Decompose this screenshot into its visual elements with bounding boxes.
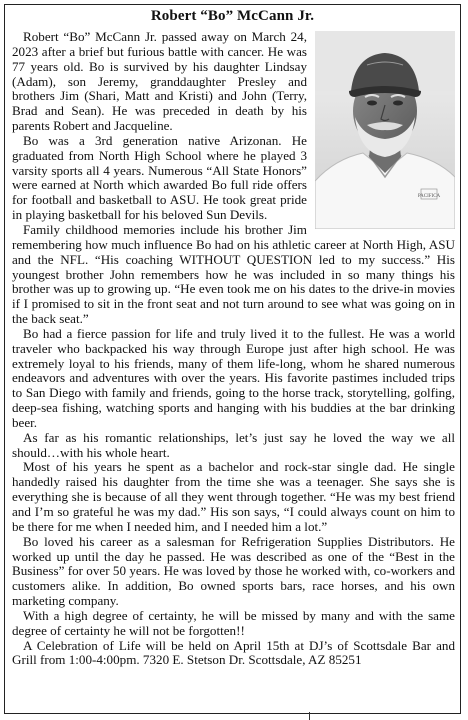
paragraph-career: Bo loved his career as a salesman for Refrigeration Supplies Distributors. He worked up until the day he passed. He was described as one of the “Best in the Business” for over 50 years. He was loved by those he worked with, co-workers and customers alike. In addition, Bo owned sports bars, race horses, and his own marketing company.: [12, 533, 455, 609]
obituary-body: [12, 30, 455, 668]
paragraph-remembrance: With a high degree of certainty, he will be missed by many and with the same degree of certainty he will not be forgotten!!: [12, 607, 455, 638]
paragraph-family-memories: Family childhood memories include his brother Jim remembering how much influence Bo had on his athletic career at North High, ASU and the NFL. “His coaching WITHOUT QUESTION led to my success.” His youngest brother John remembers how he was included in so many things his brother was up to growing up. “He even took me on his dates to the drive-in movies if I promised to sit in the front seat and not turn around to see what was going on in the back seat.”: [12, 221, 455, 327]
shirt-logo-text: PACIFICA: [417, 194, 441, 199]
paragraph-single-dad: Most of his years he spent as a bachelor and rock-star single dad. He single handedly raised his daughter from the time she was a teenager. She says she is everything she is because of all they went through together. “He was my best friend and I’m so grateful he was my dad.” His son says, “I could always count on him to be there for me when I needed him, and I needed him a lot.”: [12, 459, 455, 534]
paragraph-death-notice: Robert “Bo” McCann Jr. passed away on March 24, 2023 after a brief but furious battle with cancer. He was 77 years old. Bo is survived by his daughter Lindsay (Adam), son Jeremy, granddaughter Presley and brothers Jim (Shari, Matt and Kristi) and John (Terry, Brad and Sean). He was preceded in death by his parents Robert and Jacqueline.: [12, 29, 307, 134]
obituary-headline: Robert “Bo” McCann Jr.: [150, 8, 315, 24]
portrait-photo-icon: [315, 31, 455, 229]
paragraph-early-life: Bo was a 3rd generation native Arizonan. He graduated from North High School where he played 3 varsity sports all 4 years. Numerous “All State Honors” were earned at North which awarded Bo full ride offers for football and basketball to ASU. He took great pride in playing basketball for his beloved Sun Devils.: [12, 132, 307, 223]
portrait-photo: [315, 31, 455, 229]
paragraph-romance: As far as his romantic relationships, let’s just say he loved the way we all should…with his whole heart.: [12, 429, 455, 460]
paragraph-celebration-of-life: A Celebration of Life will be held on April 15th at DJ’s of Scottsdale Bar and Grill from 1:00-4:00pm. 7320 E. Stetson Dr. Scottsdale, AZ 85251: [12, 637, 455, 668]
paragraph-passion-for-life: Bo had a fierce passion for life and truly lived it to the fullest. He was a world traveler who backpacked his way through Europe just after high school. He was extremely loyal to his friends, many of them life-long, whom he shared numerous endeavors and adventures with over the years. His favorite pastimes included trips to San Diego with family and friends, going to the horse track, storytelling, golfing, deep-sea fishing, watching sports and hanging with his buddies at the bar drinking beer.: [12, 325, 455, 430]
page-divider-mark: [309, 712, 310, 720]
